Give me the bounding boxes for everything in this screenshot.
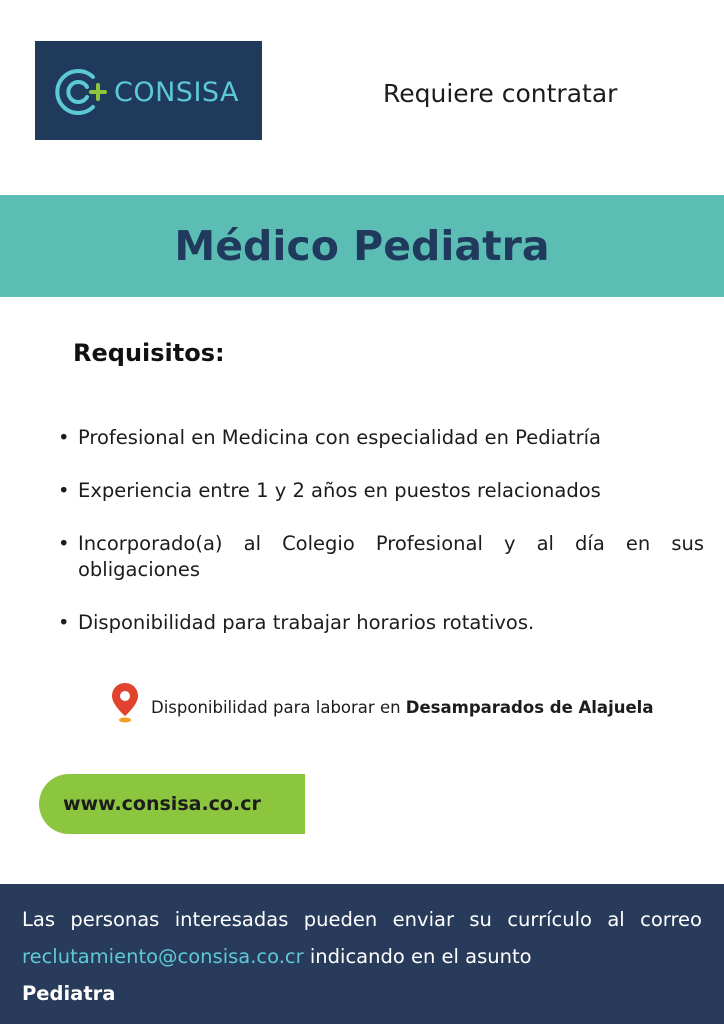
location-line: [151, 698, 653, 717]
consisa-logo: [35, 41, 262, 140]
location-prefix: Disponibilidad para laborar en: [151, 698, 406, 717]
bullet-icon: •: [58, 426, 70, 449]
requirement-item: [58, 478, 704, 504]
footer-subject: Pediatra: [22, 982, 116, 1005]
bullet-icon: •: [58, 532, 70, 555]
logo-text: CONSISA: [114, 77, 240, 108]
requirements-list: [58, 425, 704, 636]
footer-text-after: indicando en el asunto: [303, 945, 532, 968]
bullet-icon: •: [58, 611, 70, 634]
job-title: Médico Pediatra: [174, 222, 550, 270]
requirement-item: [58, 610, 704, 636]
requirement-item: [58, 531, 704, 583]
location-place: Desamparados de Alajuela: [405, 698, 654, 717]
website-pill[interactable]: [39, 774, 305, 834]
requirement-text: Incorporado(a) al Colegio Profesional y al día en sus obligaciones: [78, 532, 704, 581]
requirement-text: Experiencia entre 1 y 2 años en puestos relacionados: [78, 479, 601, 502]
requirement-text: Profesional en Medicina con especialidad en Pediatría: [78, 426, 602, 449]
consisa-logo-icon: [53, 65, 107, 119]
requirements-heading: Requisitos:: [73, 339, 225, 367]
requirement-item: [58, 425, 704, 451]
hire-text: Requiere contratar: [383, 79, 618, 108]
footer: [0, 884, 724, 1024]
requirement-text: Disponibilidad para trabajar horarios rotativos.: [78, 611, 535, 634]
footer-text: [22, 901, 702, 1012]
footer-text-before: Las personas interesadas pueden enviar su currículo al correo: [22, 908, 702, 931]
email-link[interactable]: reclutamiento@consisa.co.cr: [22, 945, 304, 968]
bullet-icon: •: [58, 479, 70, 502]
title-band: [0, 195, 724, 297]
location-pin-icon: [111, 682, 139, 724]
website-link[interactable]: www.consisa.co.cr: [63, 793, 261, 815]
